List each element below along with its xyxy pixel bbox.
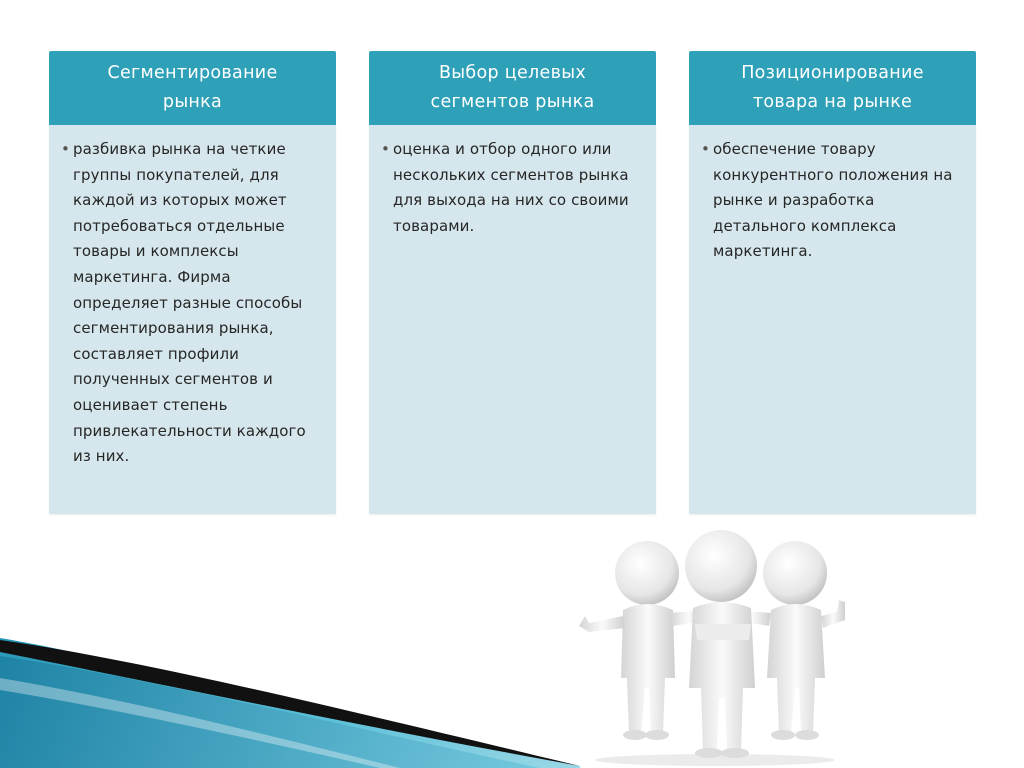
column-title: Сегментирование рынка bbox=[107, 63, 278, 112]
column-header bbox=[689, 51, 976, 125]
bullet-list bbox=[381, 137, 644, 239]
column-body bbox=[49, 125, 336, 514]
column-body bbox=[689, 125, 976, 514]
bullet-list bbox=[61, 137, 324, 470]
column-header bbox=[369, 51, 656, 125]
decorative-wave bbox=[0, 638, 1024, 768]
list-item bbox=[61, 137, 324, 470]
list-item-text: оценка и отбор одного или нескольких сегментов рынка для выхода на них со своими товарами. bbox=[393, 140, 629, 235]
column-title: Выбор целевых сегментов рынка bbox=[430, 63, 595, 112]
column-body bbox=[369, 125, 656, 514]
column-positioning bbox=[689, 51, 976, 514]
list-item-text: обеспечение товару конкурентного положения на рынке и разработка детального комплекса маркетинга. bbox=[713, 140, 953, 261]
bullet-icon: • bbox=[701, 140, 710, 158]
column-segmentation bbox=[49, 51, 336, 514]
list-item-text: разбивка рынка на четкие группы покупателей, для каждой из которых может потребоваться отдельные товары и комплексы маркетинга. Фирма определяет разные способы сегментирования рынка, составляет профили полученных сегментов и оценивает степень привлекательности каждого из них. bbox=[73, 140, 306, 466]
list-item bbox=[381, 137, 644, 239]
bullet-list bbox=[701, 137, 964, 265]
list-item bbox=[701, 137, 964, 265]
three-people-illustration bbox=[575, 528, 850, 768]
bullet-icon: • bbox=[61, 140, 70, 158]
column-target-segments bbox=[369, 51, 656, 514]
column-title: Позиционирование товара на рынке bbox=[741, 63, 924, 112]
figure-center bbox=[685, 530, 757, 758]
bullet-icon: • bbox=[381, 140, 390, 158]
column-header bbox=[49, 51, 336, 125]
